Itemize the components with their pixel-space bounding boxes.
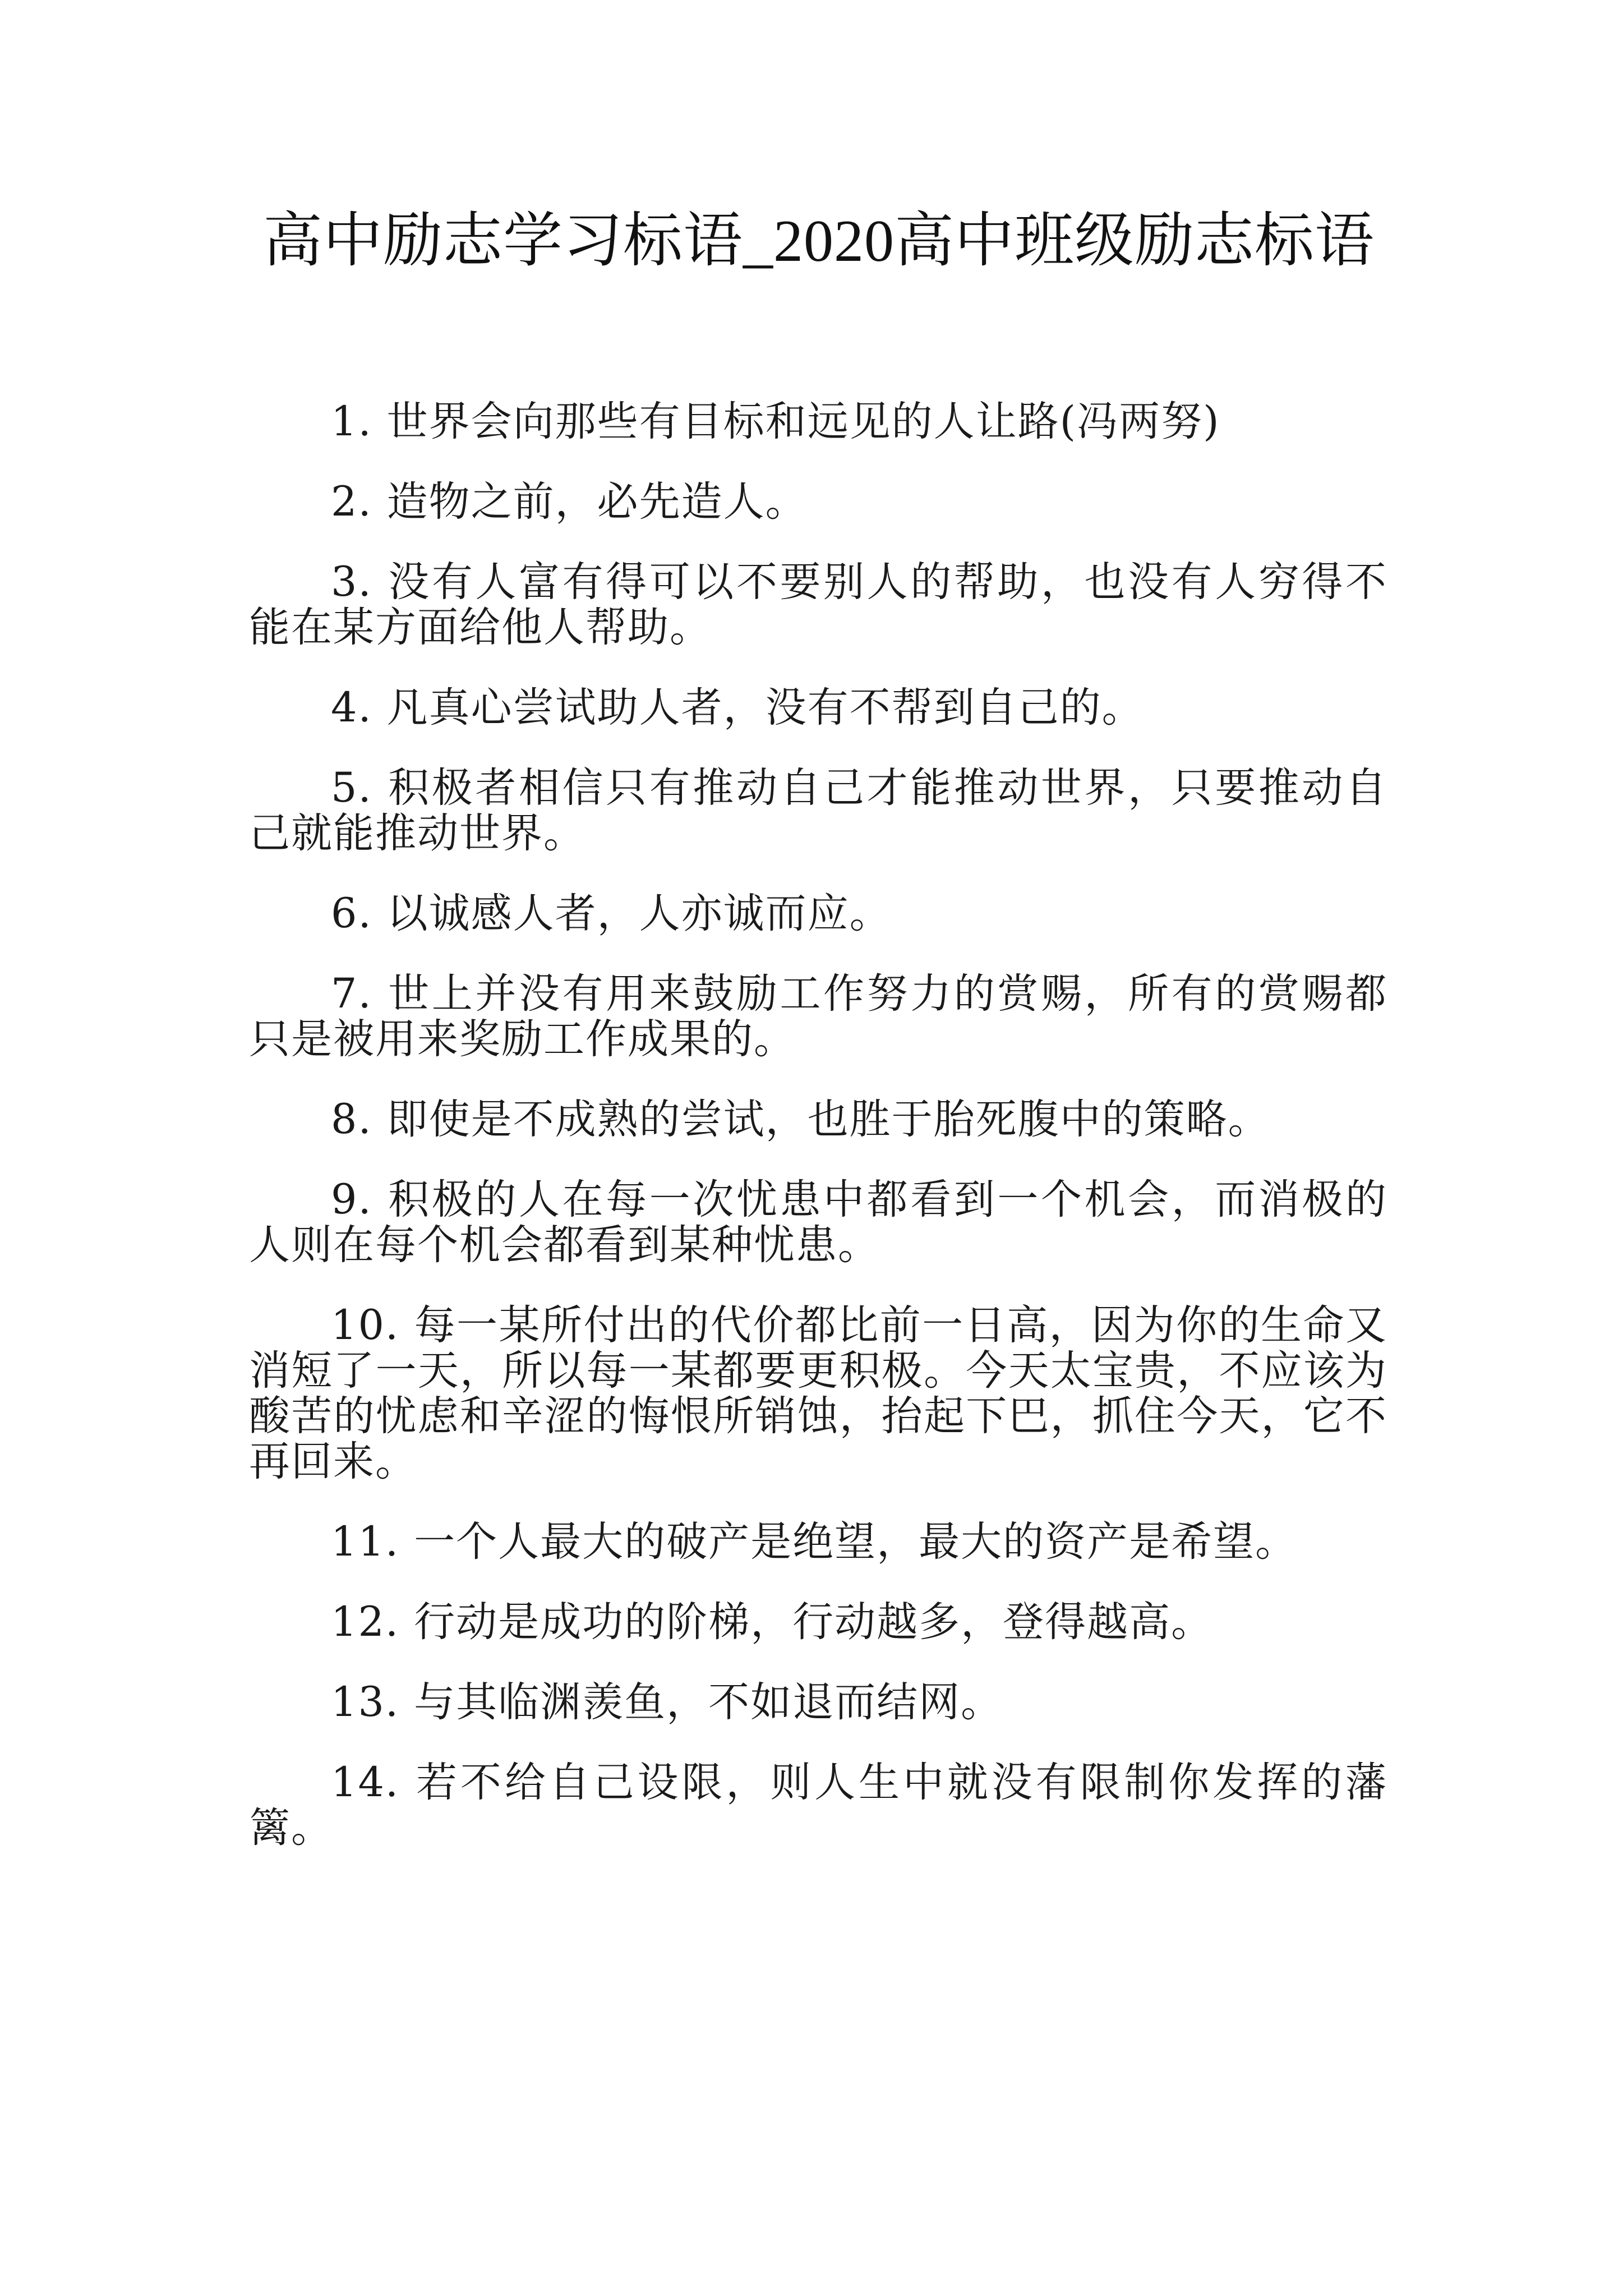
- item-text: 即使是不成熟的尝试，也胜于胎死腹中的策略。: [386, 1096, 1270, 1143]
- item-number: 14.: [331, 1759, 400, 1806]
- list-item: [249, 1582, 1387, 1662]
- list-item: [249, 668, 1387, 748]
- item-text: 世上并没有用来鼓励工作努力的赏赐，所有的赏赐都只是被用来奖励工作成果的。: [249, 970, 1387, 1063]
- list-item: [249, 462, 1387, 542]
- slogan-list: [249, 381, 1387, 1868]
- item-number: 7.: [331, 970, 372, 1018]
- item-text: 造物之前，必先造人。: [386, 478, 808, 526]
- item-text: 若不给自己设限，则人生中就没有限制你发挥的藩篱。: [249, 1759, 1387, 1852]
- item-text: 积极的人在每一次忧患中都看到一个机会，而消极的人则在每个机会都看到某种忧患。: [249, 1176, 1387, 1269]
- item-number: 12.: [331, 1598, 400, 1646]
- document-title: 高中励志学习标语_2020高中班级励志标语: [263, 208, 1375, 274]
- list-item: [249, 1742, 1387, 1868]
- item-text: 没有人富有得可以不要别人的帮助，也没有人穷得不能在某方面给他人帮助。: [249, 558, 1387, 651]
- item-text: 一个人最大的破产是绝望，最大的资产是希望。: [414, 1518, 1298, 1566]
- item-text: 以诚感人者，人亦诚而应。: [386, 890, 892, 937]
- item-number: 1.: [331, 398, 372, 445]
- item-text: 与其临渊羡鱼，不如退而结网。: [414, 1678, 1003, 1726]
- item-number: 11.: [331, 1518, 400, 1566]
- item-number: 2.: [331, 478, 372, 526]
- list-item: [249, 873, 1387, 954]
- list-item: [249, 381, 1387, 462]
- item-text: 行动是成功的阶梯，行动越多，登得越高。: [414, 1598, 1214, 1646]
- item-text: 凡真心尝试助人者，没有不帮到自己的。: [386, 684, 1144, 731]
- item-text: 世界会向那些有目标和远见的人让路(冯两努): [386, 398, 1220, 445]
- list-item: [249, 1662, 1387, 1742]
- item-number: 5.: [331, 764, 372, 812]
- item-number: 13.: [331, 1678, 400, 1726]
- item-number: 3.: [331, 558, 372, 606]
- item-text: 每一某所付出的代价都比前一日高，因为你的生命又消短了一天，所以每一某都要更积极。今天太宝贵，不应该为酸苦的忧虑和辛涩的悔恨所销蚀，抬起下巴，抓住今天，它不再回来。: [249, 1301, 1387, 1485]
- list-item: [249, 542, 1387, 668]
- list-item: [249, 1159, 1387, 1285]
- list-item: [249, 1079, 1387, 1159]
- list-item: [249, 1502, 1387, 1582]
- list-item: [249, 748, 1387, 873]
- item-number: 4.: [331, 684, 372, 731]
- item-number: 9.: [331, 1176, 372, 1223]
- item-number: 10.: [331, 1301, 400, 1349]
- list-item: [249, 954, 1387, 1079]
- item-number: 6.: [331, 890, 372, 937]
- item-number: 8.: [331, 1096, 372, 1143]
- list-item: [249, 1285, 1387, 1502]
- item-text: 积极者相信只有推动自己才能推动世界，只要推动自己就能推动世界。: [249, 764, 1387, 857]
